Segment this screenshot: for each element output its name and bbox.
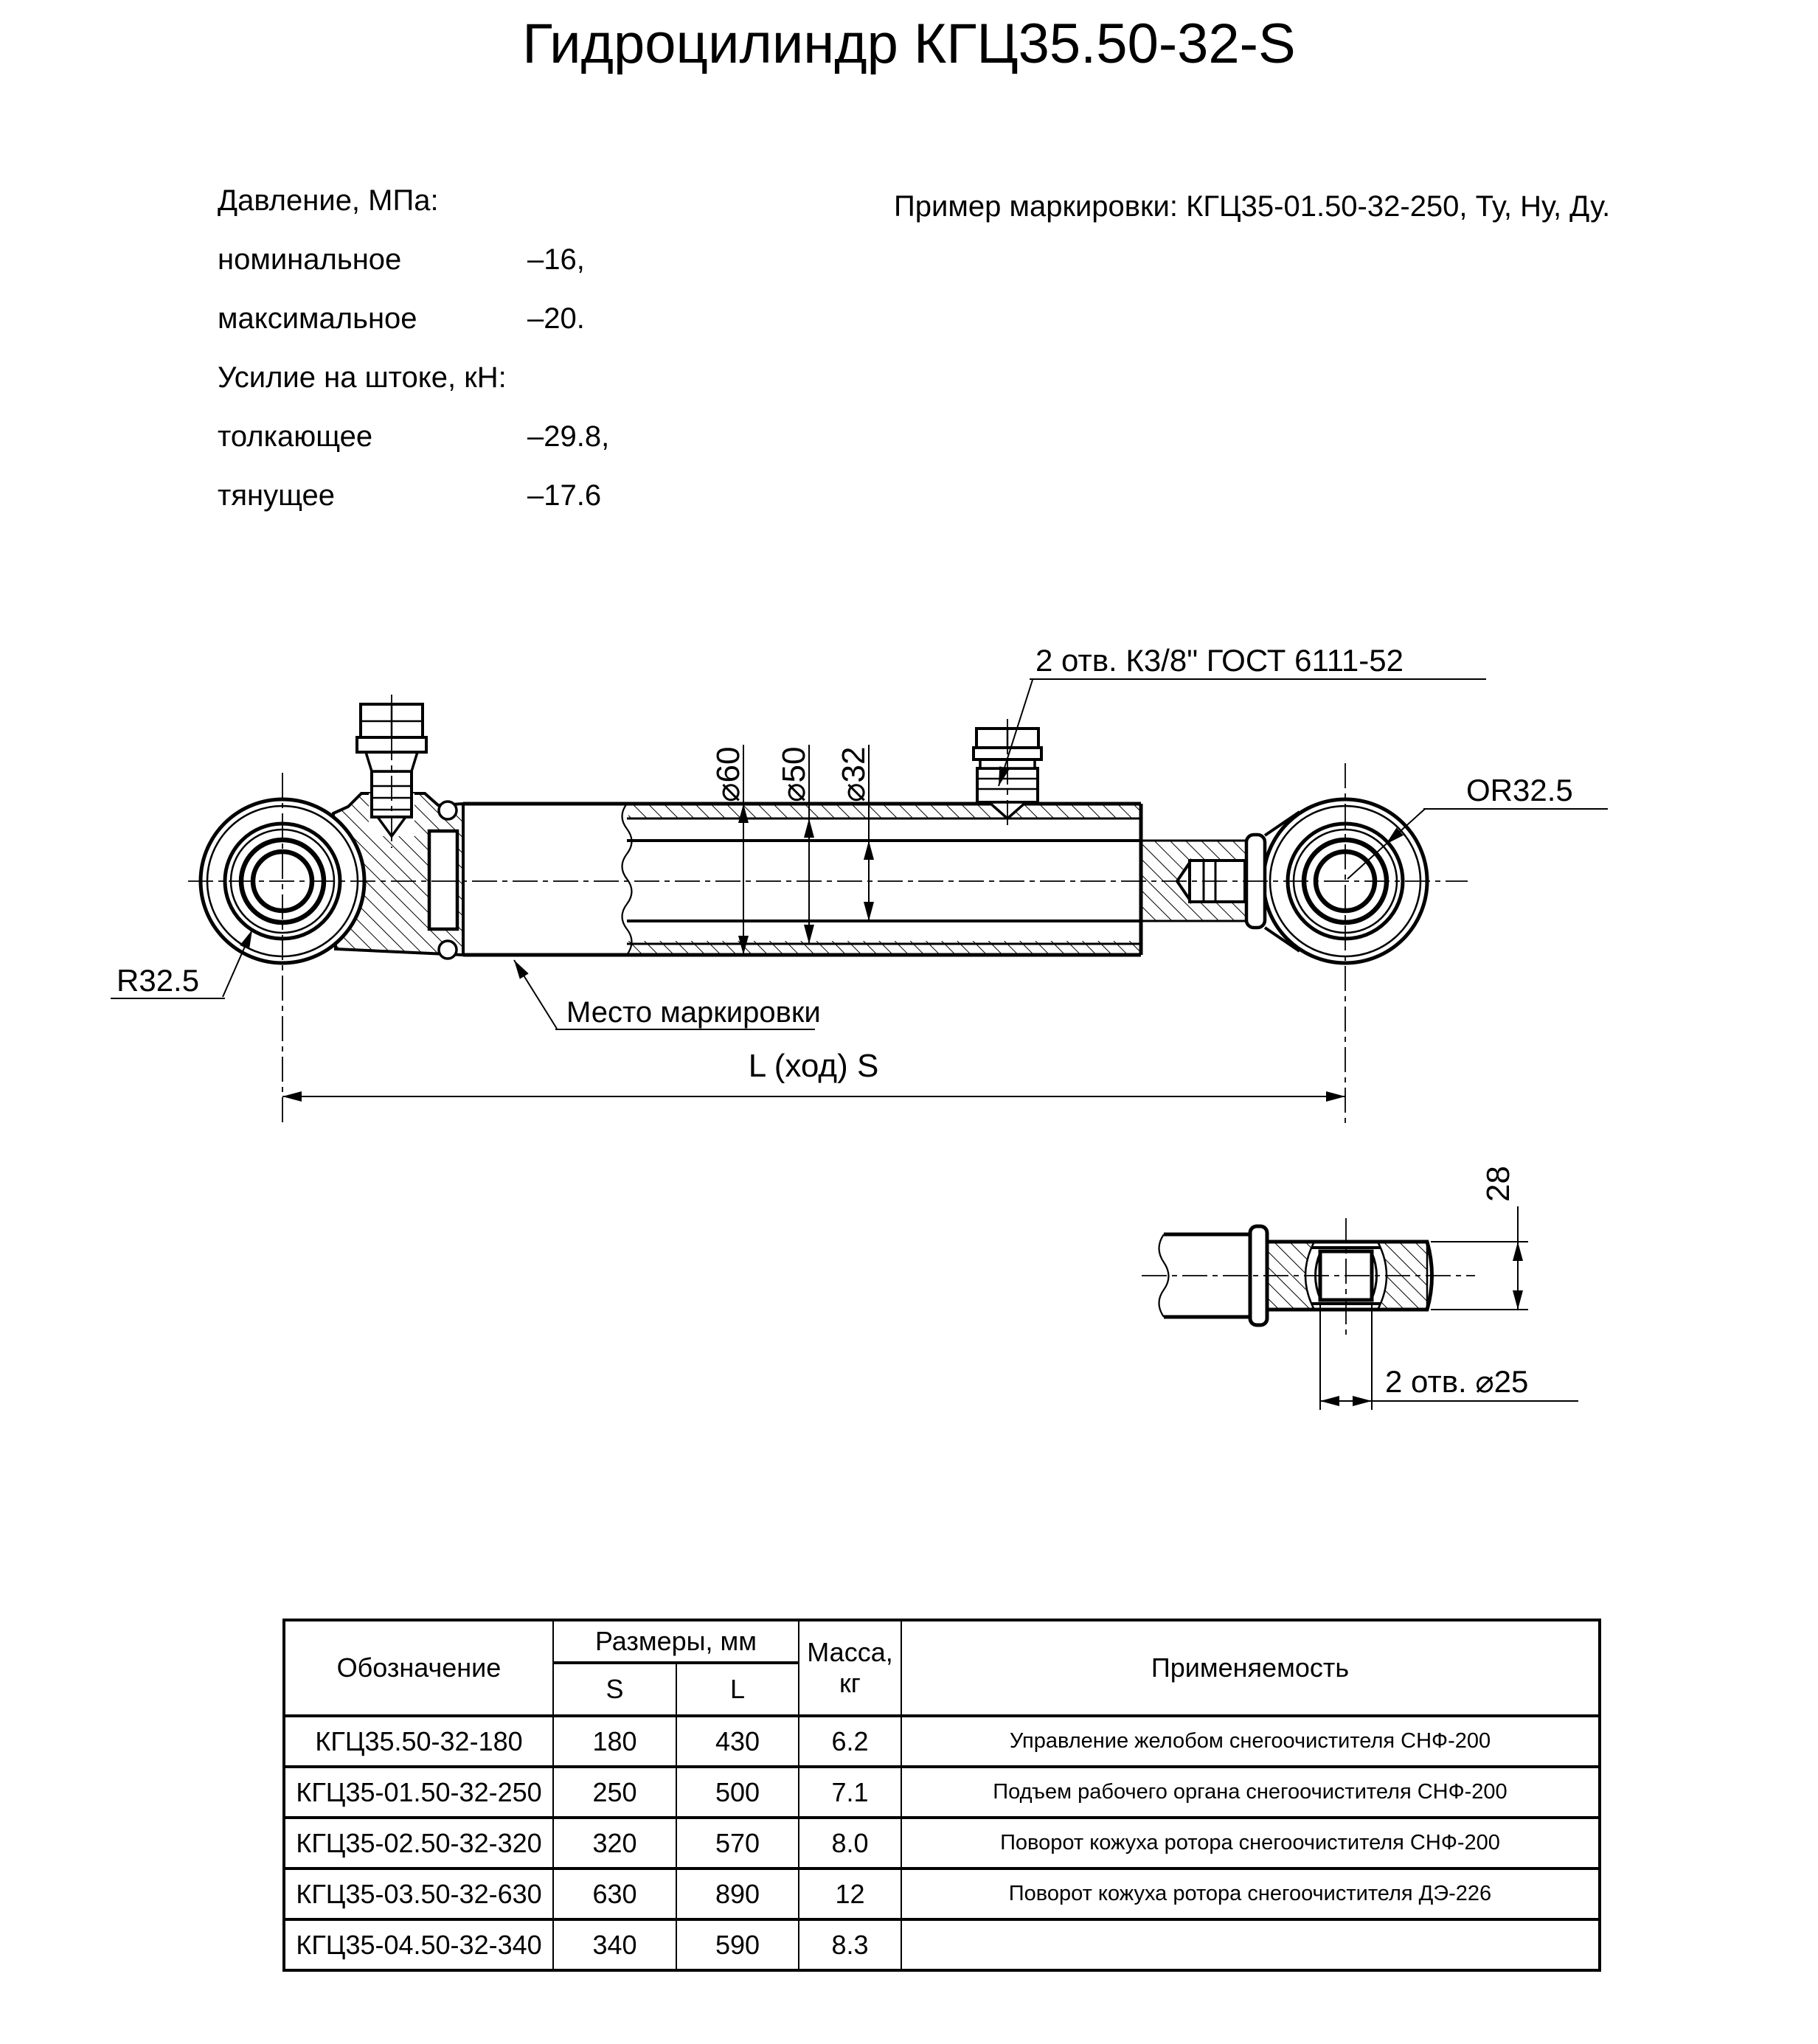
spec-label: толкающее xyxy=(218,420,373,453)
eye-holes-dim: 2 отв. ⌀25 xyxy=(1385,1364,1529,1399)
cell-mass: 8.0 xyxy=(799,1818,901,1869)
page-title: Гидроцилиндр КГЦ35.50-32-S xyxy=(522,13,1296,75)
stroke-dim-label: L (ход) S xyxy=(748,1048,879,1084)
cell-application: Поворот кожуха ротора снегоочистителя ДЭ-226 xyxy=(901,1869,1600,1919)
spec-value: –17.6 xyxy=(527,479,602,512)
cell-l: 890 xyxy=(676,1869,799,1919)
cell-s: 250 xyxy=(553,1767,676,1818)
marking-place-label: Место маркировки xyxy=(566,996,821,1029)
col-header-application: Применяемость xyxy=(901,1620,1600,1716)
cell-designation: КГЦ35-03.50-32-630 xyxy=(284,1869,553,1919)
col-header-dimensions: Размеры, мм xyxy=(553,1620,799,1663)
or-label: OR32.5 xyxy=(1466,773,1573,807)
cell-application xyxy=(901,1919,1600,1970)
cell-s: 180 xyxy=(553,1716,676,1767)
col-header-l: L xyxy=(676,1663,799,1716)
table-row xyxy=(284,1716,1600,1767)
r-label: R32.5 xyxy=(117,963,200,998)
cell-mass: 6.2 xyxy=(799,1716,901,1767)
spec-value: –16, xyxy=(527,243,585,276)
stroke-dimension xyxy=(282,1048,1345,1096)
pressure-header: Давление, МПа: xyxy=(218,184,439,217)
cell-l: 430 xyxy=(676,1716,799,1767)
cell-s: 630 xyxy=(553,1869,676,1919)
cell-designation: КГЦ35-01.50-32-250 xyxy=(284,1767,553,1818)
marking-place-callout xyxy=(514,960,821,1029)
col-header-designation: Обозначение xyxy=(284,1620,553,1716)
cell-designation: КГЦ35-04.50-32-340 xyxy=(284,1919,553,1970)
cell-mass: 8.3 xyxy=(799,1919,901,1970)
cylinder-barrel xyxy=(463,804,1141,955)
cell-designation: КГЦ35.50-32-180 xyxy=(284,1716,553,1767)
eye-width-dim: 28 xyxy=(1480,1166,1516,1202)
diameter-dimensions xyxy=(710,745,872,955)
table-row xyxy=(284,1919,1600,1970)
spec-value: –20. xyxy=(527,302,585,335)
port-label: 2 отв. К3/8" ГОСТ 6111-52 xyxy=(1035,643,1404,678)
force-header: Усилие на штоке, кН: xyxy=(218,361,507,394)
spec-label: тянущее xyxy=(218,479,336,512)
dia60-label: ⌀60 xyxy=(710,746,746,802)
break-line xyxy=(622,804,632,955)
port-callout xyxy=(999,643,1486,786)
cell-l: 590 xyxy=(676,1919,799,1970)
cell-mass: 7.1 xyxy=(799,1767,901,1818)
cell-application: Поворот кожуха ротора снегоочистителя СНФ-200 xyxy=(901,1818,1600,1869)
table-row xyxy=(284,1818,1600,1869)
eye-section-detail xyxy=(1142,1166,1578,1410)
marking-example: Пример маркировки: КГЦ35-01.50-32-250, Ту, Ну, Ду. xyxy=(894,190,1611,223)
col-header-s: S xyxy=(553,1663,676,1716)
size-table xyxy=(282,1619,1601,1972)
cell-mass: 12 xyxy=(799,1869,901,1919)
dia50-label: ⌀50 xyxy=(776,746,812,802)
dia32-label: ⌀32 xyxy=(836,746,872,802)
cell-s: 320 xyxy=(553,1818,676,1869)
cell-application: Управление желобом снегоочистителя СНФ-200 xyxy=(901,1716,1600,1767)
cell-s: 340 xyxy=(553,1919,676,1970)
cell-l: 500 xyxy=(676,1767,799,1818)
cell-designation: КГЦ35-02.50-32-320 xyxy=(284,1818,553,1869)
table-row xyxy=(284,1869,1600,1919)
spec-label: номинальное xyxy=(218,243,402,276)
mass-header-line1: Масса, xyxy=(807,1637,893,1667)
col-header-mass xyxy=(799,1620,901,1716)
mass-header-line2: кг xyxy=(839,1668,861,1698)
cell-l: 570 xyxy=(676,1818,799,1869)
cell-application: Подъем рабочего органа снегоочистителя СНФ-200 xyxy=(901,1767,1600,1818)
spec-label: максимальное xyxy=(218,302,417,335)
table-row xyxy=(284,1767,1600,1818)
spec-value: –29.8, xyxy=(527,420,610,453)
